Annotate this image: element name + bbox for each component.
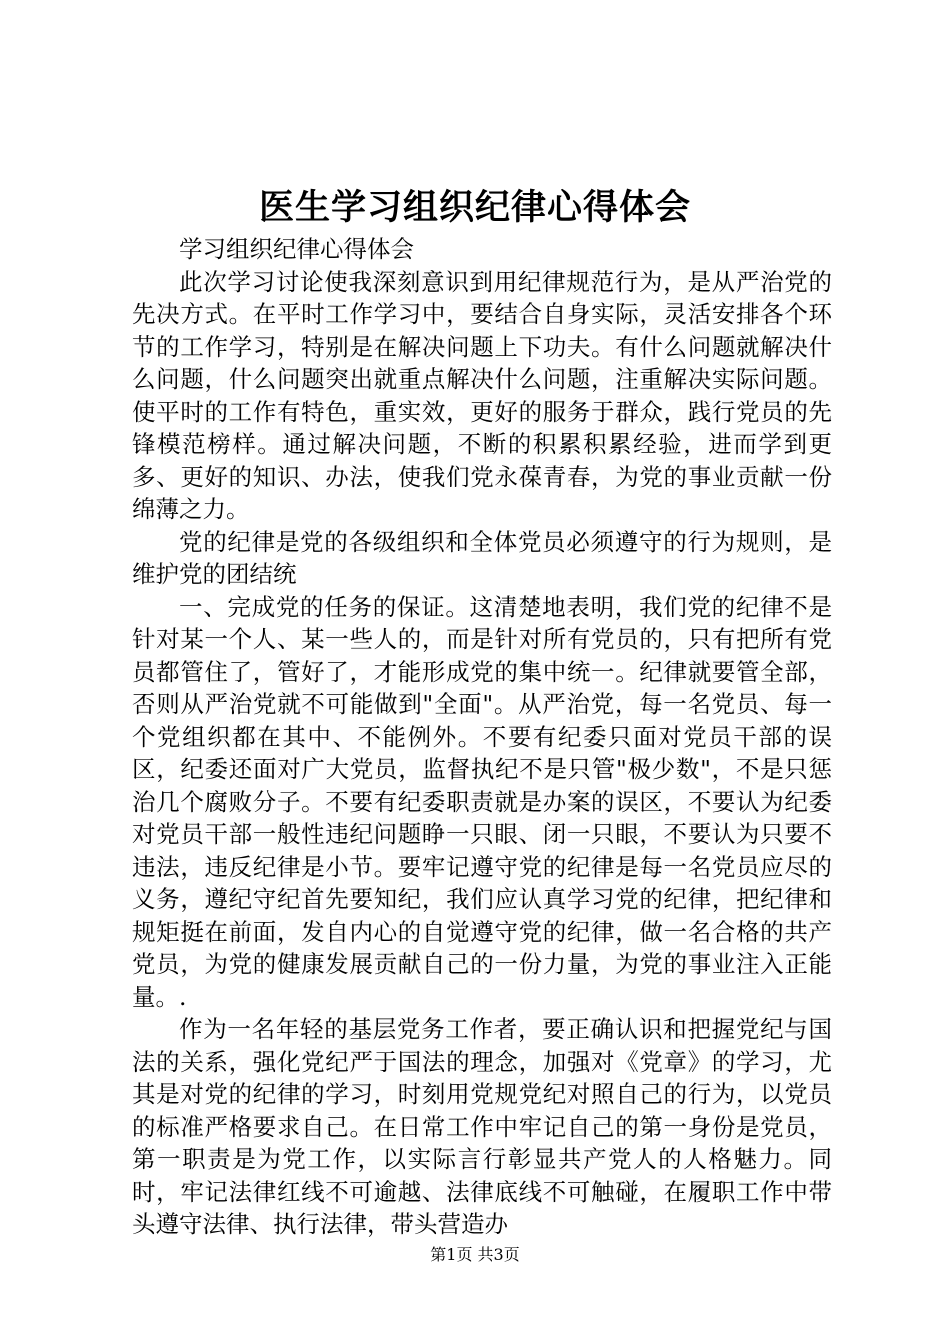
paragraph: 党的纪律是党的各级组织和全体党员必须遵守的行为规则，是维护党的团结统 bbox=[132, 527, 832, 588]
paragraph: 作为一名年轻的基层党务工作者，要正确认识和把握党纪与国法的关系，强化党纪严于国法的理念，加强对《党章》的学习，尤其是对党的纪律的学习，时刻用党规党纪对照自己的行为，以党员的标准严格要求自己。在日常工作中牢记自己的第一身份是党员，第一职责是为党工作，以实际言行彰显共产党人的人格魅力。同时，牢记法律红线不可逾越、法律底线不可触碰，在履职工作中带头遵守法律、执行法律，带头营造办 bbox=[132, 1015, 832, 1238]
document-body bbox=[132, 233, 832, 1241]
paragraph: 一、完成党的任务的保证。这清楚地表明，我们党的纪律不是针对某一个人、某一些人的，而是针对所有党员的，只有把所有党员都管住了，管好了，才能形成党的集中统一。纪律就要管全部，否则从严治党就不可能做到"全面"。从严治党，每一名党员、每一个党组织都在其中、不能例外。不要有纪委只面对党员干部的误区，纪委还面对广大党员，监督执纪不是只管"极少数"，不是只惩治几个腐败分子。不要有纪委职责就是办案的误区，不要认为纪委对党员干部一般性违纪问题睁一只眼、闭一只眼，不要认为只要不违法，违反纪律是小节。要牢记遵守党的纪律是每一名党员应尽的义务，遵纪守纪首先要知纪，我们应认真学习党的纪律，把纪律和规矩挺在前面，发自内心的自觉遵守党的纪律，做一名合格的共产党员，为党的健康发展贡献自己的一份力量，为党的事业注入正能量。. bbox=[132, 592, 832, 1011]
paragraph: 此次学习讨论使我深刻意识到用纪律规范行为，是从严治党的先决方式。在平时工作学习中，要结合自身实际，灵活安排各个环节的工作学习，特别是在解决问题上下功夫。有什么问题就解决什么问题，什么问题突出就重点解决什么问题，注重解决实际问题。使平时的工作有特色，重实效，更好的服务于群众，践行党员的先锋模范榜样。通过解决问题，不断的积累积累经验，进而学到更多、更好的知识、办法，使我们党永葆青春，为党的事业贡献一份绵薄之力。 bbox=[132, 267, 832, 523]
page-footer: 第1页 共3页 bbox=[430, 1245, 520, 1264]
document-title: 医生学习组织纪律心得体会 bbox=[258, 187, 691, 228]
paragraph: 学习组织纪律心得体会 bbox=[179, 235, 414, 263]
